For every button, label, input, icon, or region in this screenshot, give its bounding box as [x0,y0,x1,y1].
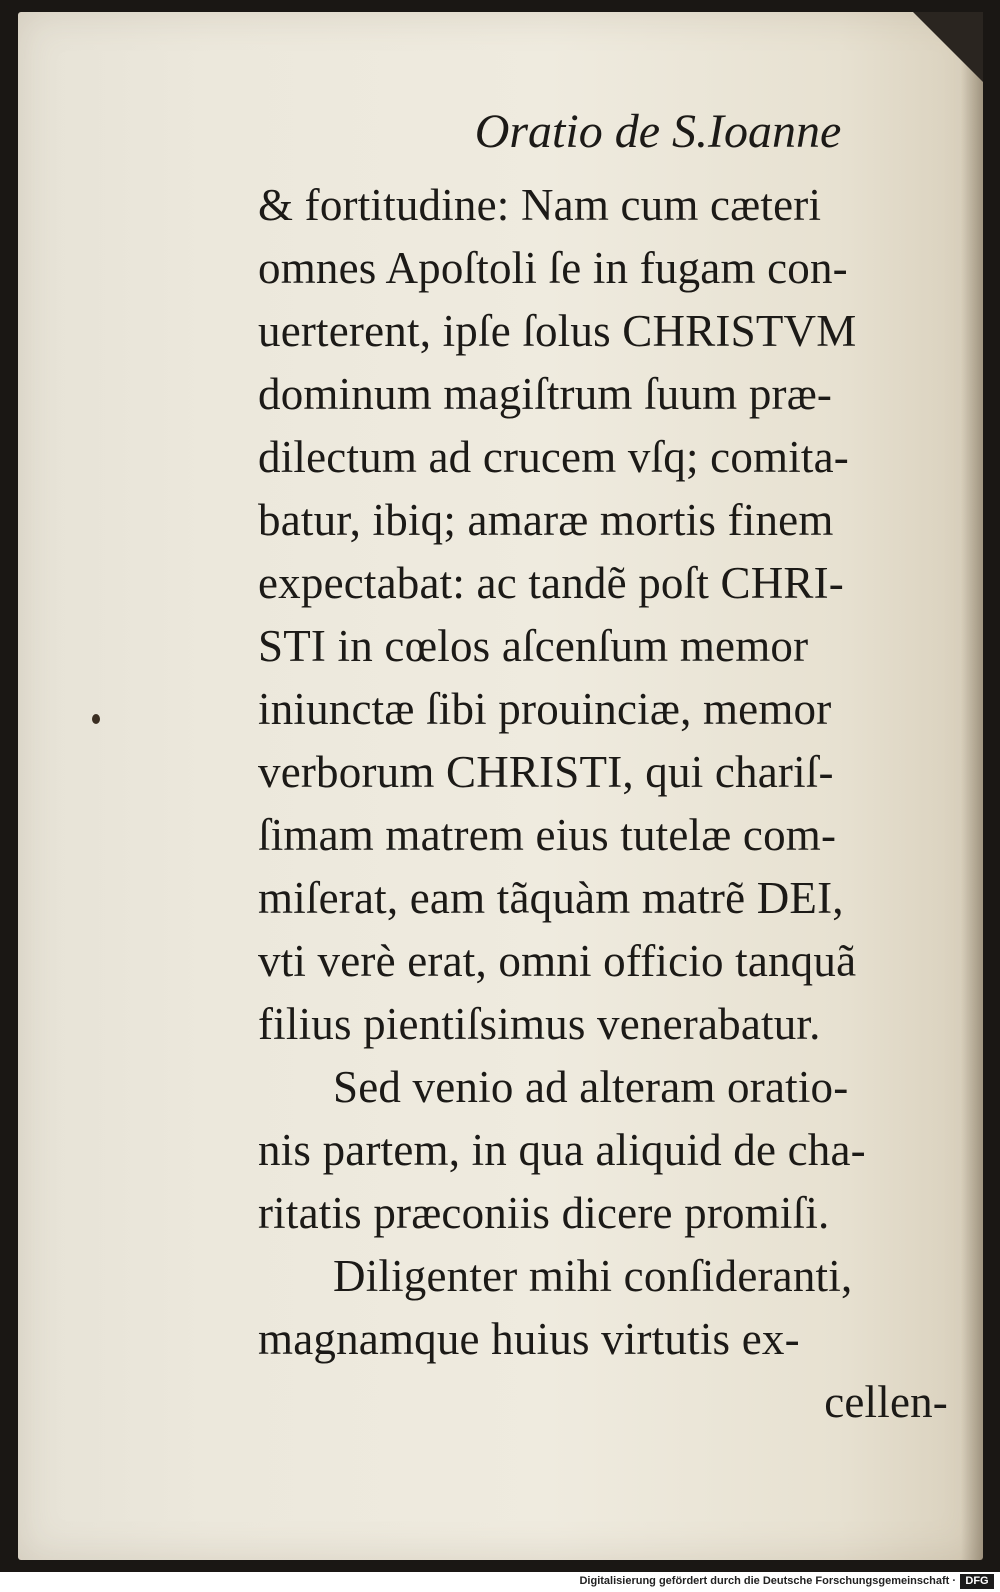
text-line: filius pientiſsimus venerabatur. [258,999,821,1049]
text-line: ſimam matrem eius tutelæ com- [258,810,837,860]
page-corner-fold [913,12,983,82]
text-line: omnes Apoſtoli ſe in fugam con- [258,243,848,293]
ink-spot-mark [92,714,100,724]
footer-bar [0,1572,1000,1592]
dfg-logo: DFG [960,1574,994,1589]
text-line: magnamque huius virtutis ex- [258,1314,800,1364]
text-line: & fortitudine: Nam cum cæteri [258,180,822,230]
text-line: dilectum ad crucem vſq; comita- [258,432,849,482]
page-text-block [258,102,978,1434]
text-line: verborum CHRISTI, qui chariſ- [258,747,834,797]
paragraph-start-line: Diligenter mihi conſideranti, [333,1251,853,1301]
text-line: expectabat: ac tandẽ poſt CHRI- [258,558,844,608]
paragraph-start-line: Sed venio ad alteram oratio- [333,1062,849,1112]
book-page [18,12,983,1560]
text-line: vti verè erat, omni officio tanquã [258,936,857,986]
catchword: cellen- [824,1377,948,1427]
text-line: STI in cœlos aſcenſum memor [258,621,809,671]
text-line: nis partem, in qua aliquid de cha- [258,1125,866,1175]
text-line: dominum magiſtrum ſuum præ- [258,369,833,419]
text-line: batur, ibiq; amaræ mortis finem [258,495,834,545]
text-line: iniunctæ ſibi prouinciæ, memor [258,684,832,734]
text-line: uerterent, ipſe ſolus CHRISTVM [258,306,857,356]
text-line: miſerat, eam tãquàm matrẽ DEI, [258,873,844,923]
digitization-credit: Digitalisierung gefördert durch die Deutsche Forschungsgemeinschaft · [579,1575,956,1587]
text-line: ritatis præconiis dicere promiſi. [258,1188,830,1238]
running-head: Oratio de S.Ioanne [474,105,842,158]
